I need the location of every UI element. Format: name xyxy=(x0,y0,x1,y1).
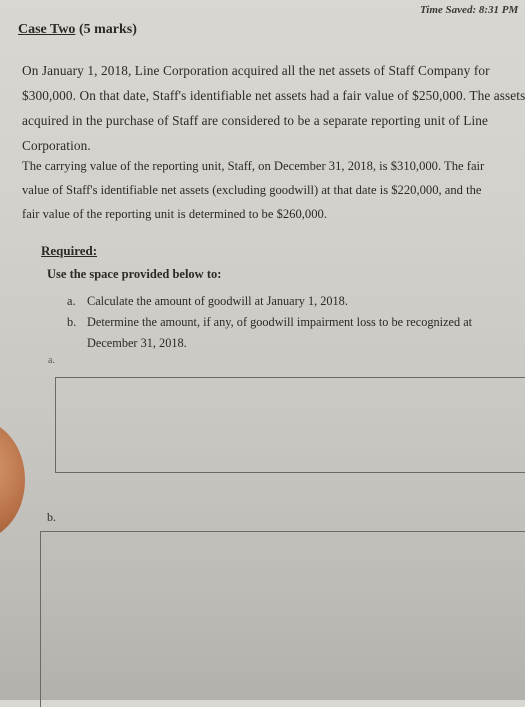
paragraph-1-line: acquired in the purchase of Staff are considered to be a separate reporting unit of Line xyxy=(22,113,489,128)
list-item xyxy=(67,291,525,312)
required-heading: Required: xyxy=(41,243,98,258)
list-item-label: a. xyxy=(67,294,76,308)
list-item-text: Calculate the amount of goodwill at January 1, 2018. xyxy=(87,294,348,308)
list-item-label: b. xyxy=(67,315,77,329)
required-list xyxy=(67,291,525,354)
paragraph-2 xyxy=(22,154,525,226)
list-item-continuation: December 31, 2018. xyxy=(87,336,187,350)
case-title-marks: (5 marks) xyxy=(75,22,137,37)
paragraph-1-line: Corporation. xyxy=(22,138,91,153)
time-saved-label: Time Saved: 8:31 PM xyxy=(420,4,519,16)
required-instruction: Use the space provided below to: xyxy=(47,267,222,281)
paragraph-2-line: fair value of the reporting unit is determined to be $260,000. xyxy=(22,207,327,221)
case-title-name: Case Two xyxy=(18,22,76,37)
case-title xyxy=(18,22,137,38)
paragraph-1 xyxy=(22,58,525,158)
paragraph-1-line: On January 1, 2018, Line Corporation acquired all the net assets of Staff Company for xyxy=(22,63,490,78)
answer-box-a[interactable] xyxy=(55,377,525,473)
list-item xyxy=(67,312,525,333)
paragraph-1-line: $300,000. On that date, Staff's identifiable net assets had a fair value of $250,000. The assets xyxy=(22,88,525,103)
answer-box-b[interactable] xyxy=(40,531,525,707)
paragraph-2-line: The carrying value of the reporting unit, Staff, on December 31, 2018, is $310,000. The fair xyxy=(22,159,485,173)
finger-in-photo xyxy=(0,420,25,540)
answer-label-a: a. xyxy=(48,355,55,366)
paragraph-2-line: value of Staff's identifiable net assets (excluding goodwill) at that date is $220,000, and the xyxy=(22,183,482,197)
list-item-text: Determine the amount, if any, of goodwill impairment loss to be recognized at xyxy=(87,315,473,329)
answer-label-b: b. xyxy=(47,510,56,524)
